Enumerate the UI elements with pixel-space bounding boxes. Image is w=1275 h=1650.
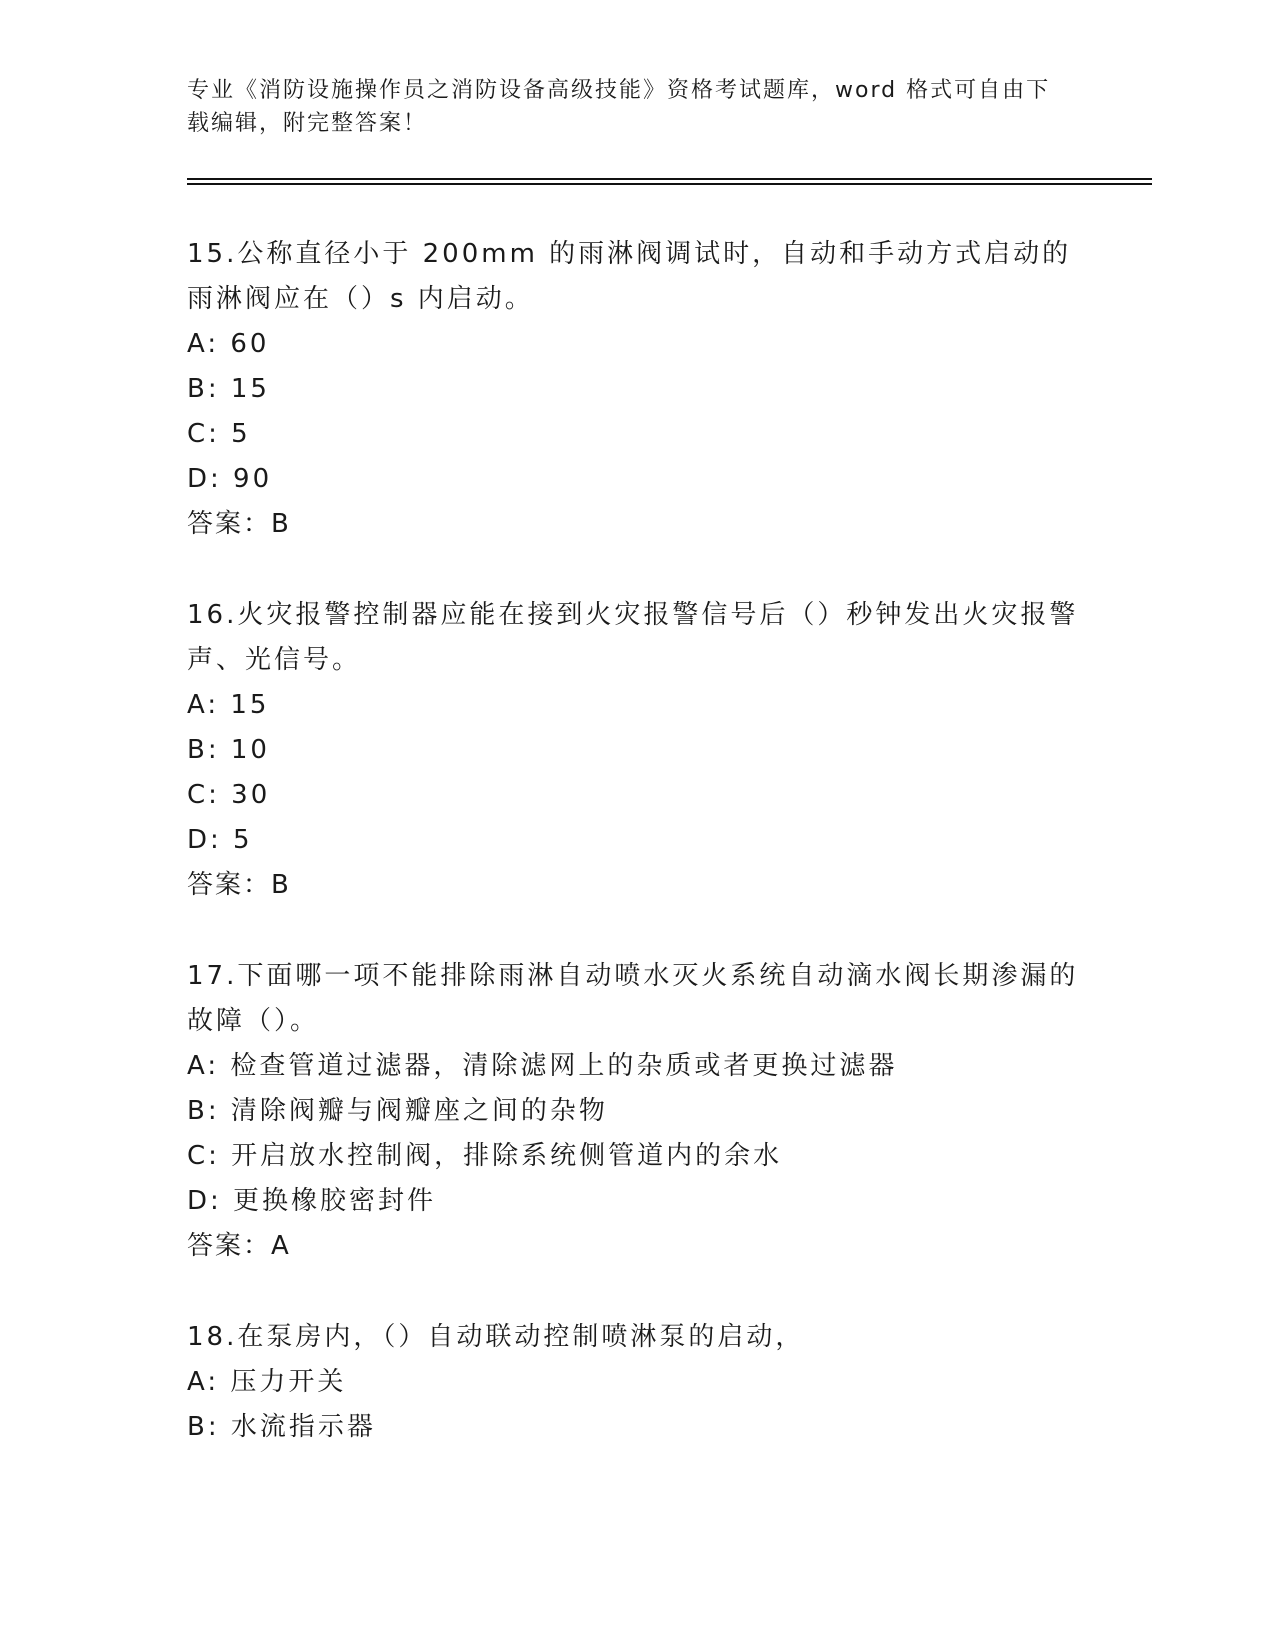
option-c: C: 开启放水控制阀，排除系统侧管道内的余水 bbox=[187, 1141, 783, 1171]
question-15 bbox=[187, 232, 1087, 547]
option-c: C: 5 bbox=[187, 419, 251, 449]
option-b: B: 15 bbox=[187, 374, 270, 404]
question-16 bbox=[187, 593, 1087, 908]
question-list bbox=[187, 232, 1087, 1496]
question-18 bbox=[187, 1315, 1087, 1450]
question-text: 15.公称直径小于 200mm 的雨淋阀调试时，自动和手动方式启动的雨淋阀应在（）s 内启动。 bbox=[187, 239, 1072, 314]
header-divider-top bbox=[187, 178, 1152, 180]
option-b: B: 10 bbox=[187, 735, 270, 765]
answer: 答案：B bbox=[187, 870, 291, 900]
option-a: A: 压力开关 bbox=[187, 1367, 347, 1397]
question-text: 17.下面哪一项不能排除雨淋自动喷水灭火系统自动滴水阀长期渗漏的故障（）。 bbox=[187, 961, 1079, 1036]
option-b: B: 水流指示器 bbox=[187, 1412, 376, 1442]
option-b: B: 清除阀瓣与阀瓣座之间的杂物 bbox=[187, 1096, 608, 1126]
answer: 答案：B bbox=[187, 509, 291, 539]
option-d: D: 5 bbox=[187, 825, 253, 855]
question-text: 16.火灾报警控制器应能在接到火灾报警信号后（）秒钟发出火灾报警声、光信号。 bbox=[187, 600, 1079, 675]
header-divider-bottom bbox=[187, 183, 1152, 185]
question-17 bbox=[187, 954, 1087, 1269]
document-header: 专业《消防设施操作员之消防设备高级技能》资格考试题库，word 格式可自由下载编辑，附完整答案！ bbox=[187, 78, 1051, 136]
option-c: C: 30 bbox=[187, 780, 271, 810]
option-d: D: 更换橡胶密封件 bbox=[187, 1186, 437, 1216]
option-a: A: 15 bbox=[187, 690, 270, 720]
question-text: 18.在泵房内，（）自动联动控制喷淋泵的启动， bbox=[187, 1322, 805, 1352]
option-a: A: 检查管道过滤器，清除滤网上的杂质或者更换过滤器 bbox=[187, 1051, 898, 1081]
answer: 答案：A bbox=[187, 1231, 291, 1261]
option-a: A: 60 bbox=[187, 329, 270, 359]
option-d: D: 90 bbox=[187, 464, 273, 494]
